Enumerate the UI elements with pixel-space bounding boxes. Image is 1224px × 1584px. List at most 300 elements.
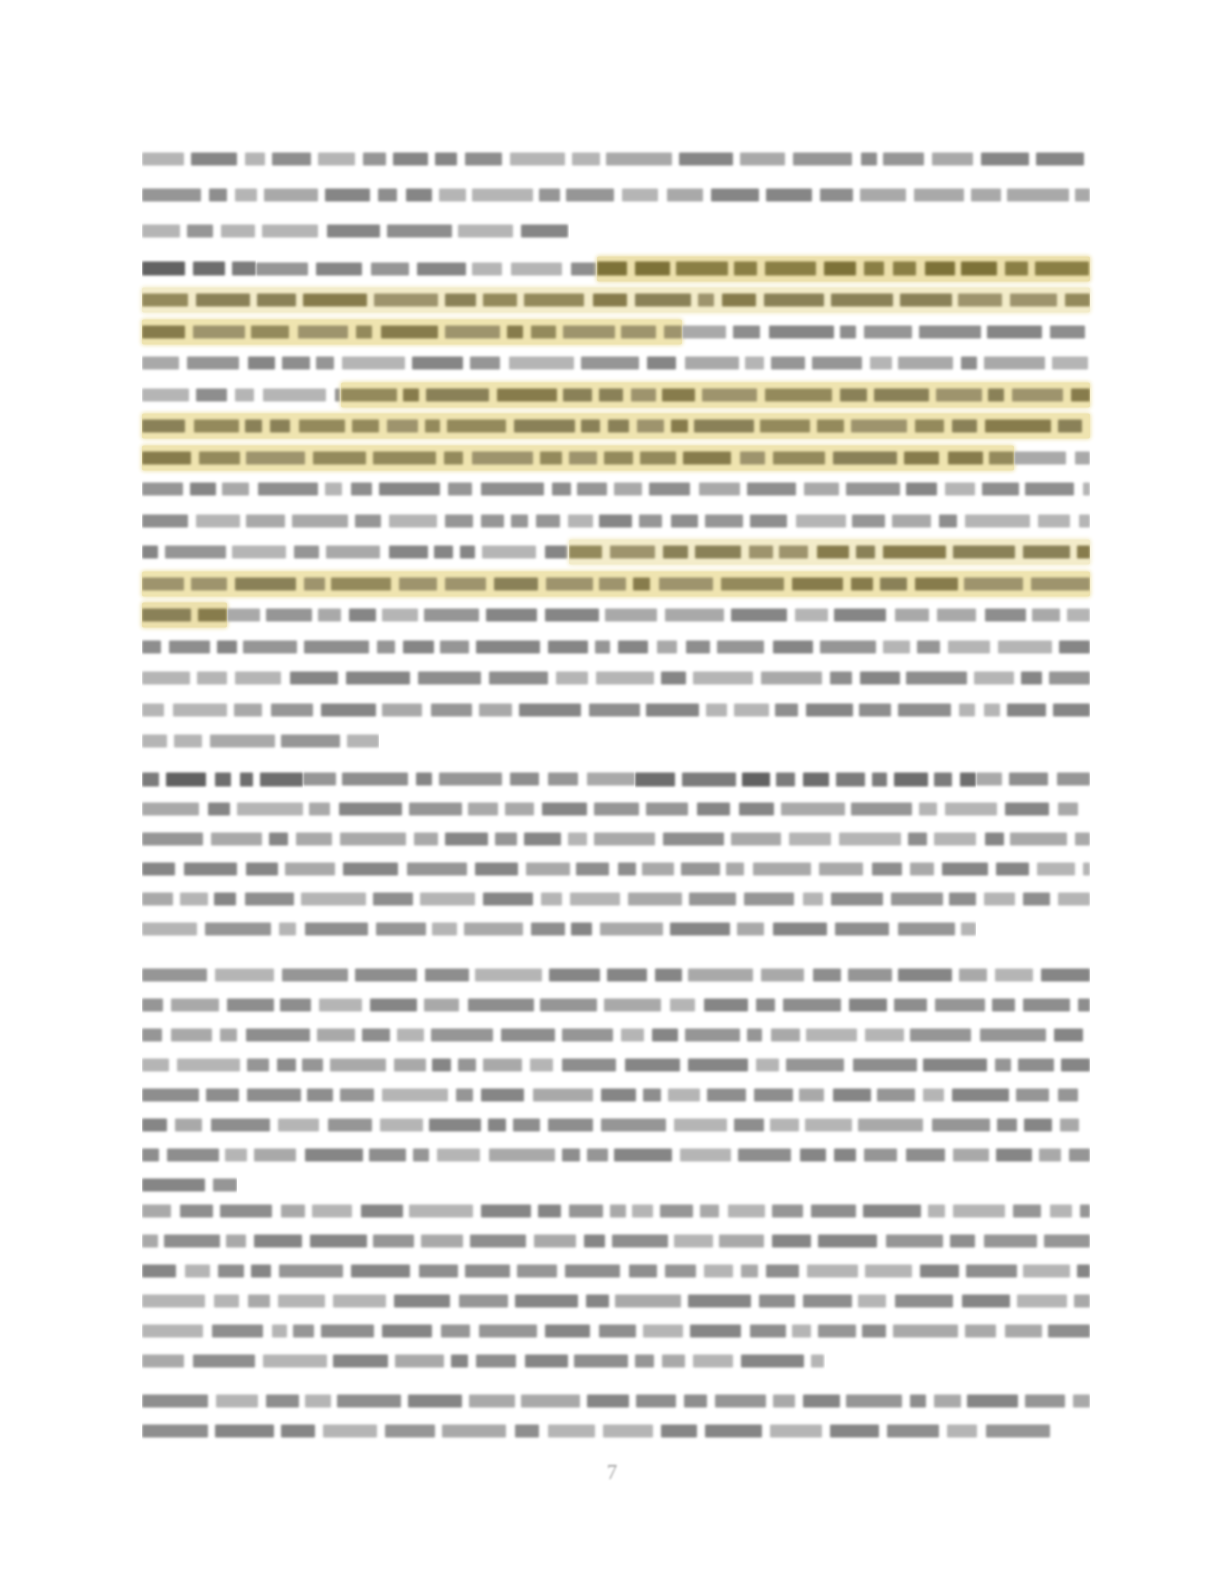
blurred-word	[425, 420, 440, 433]
blurred-word	[393, 153, 429, 166]
blurred-word	[581, 357, 638, 370]
blurred-word	[342, 357, 405, 370]
blurred-word	[1032, 609, 1060, 622]
text-line	[142, 568, 1090, 600]
text-segment	[1014, 448, 1090, 467]
blurred-word	[610, 546, 655, 559]
blurred-word	[142, 893, 173, 906]
blurred-word	[431, 703, 473, 716]
blurred-word	[486, 609, 537, 622]
blurred-word	[327, 225, 380, 238]
blurred-word	[861, 153, 877, 166]
blurred-word	[817, 546, 849, 559]
blurred-word	[635, 294, 692, 307]
blurred-word	[747, 1029, 762, 1042]
blurred-word	[685, 1029, 740, 1042]
blurred-word	[459, 1295, 508, 1308]
blurred-word	[750, 1325, 786, 1338]
blurred-word	[671, 514, 699, 527]
blurred-word	[604, 451, 633, 464]
blurred-word	[142, 923, 197, 936]
blurred-word	[740, 451, 765, 464]
blurred-word	[846, 483, 899, 496]
blurred-word	[515, 1295, 577, 1308]
blurred-word	[185, 1265, 210, 1278]
blurred-word	[1083, 863, 1089, 876]
blurred-word	[764, 294, 823, 307]
blurred-word	[212, 1325, 263, 1338]
blurred-word	[246, 863, 278, 876]
blurred-word	[640, 451, 676, 464]
blurred-word	[769, 325, 833, 338]
text-segment	[256, 259, 597, 278]
blurred-word	[540, 451, 562, 464]
text-segment	[142, 1202, 1090, 1221]
blurred-word	[177, 1059, 240, 1072]
blurred-word	[877, 1089, 915, 1102]
blurred-word	[142, 294, 188, 307]
blurred-word	[960, 772, 976, 786]
text-segment	[142, 890, 1090, 909]
blurred-word	[688, 1059, 747, 1072]
blurred-word	[887, 1425, 938, 1438]
blurred-word	[221, 225, 255, 238]
blurred-word	[813, 969, 841, 982]
blurred-word	[864, 262, 884, 276]
blurred-word	[1041, 969, 1089, 982]
blurred-word	[389, 546, 428, 559]
blurred-word	[418, 672, 481, 685]
text-line	[142, 1386, 1090, 1416]
blurred-word	[269, 833, 288, 846]
blurred-word	[198, 609, 227, 622]
blurred-word	[789, 833, 830, 846]
blurred-word	[434, 546, 453, 559]
blurred-word	[215, 1425, 274, 1438]
blurred-word	[165, 546, 226, 559]
blurred-word	[313, 451, 366, 464]
blurred-word	[689, 893, 736, 906]
text-line	[142, 1050, 1090, 1080]
blurred-word	[894, 772, 928, 786]
blurred-word	[783, 999, 842, 1012]
blurred-word	[1018, 1059, 1054, 1072]
blurred-word	[321, 1325, 375, 1338]
blurred-word	[1079, 514, 1090, 527]
blurred-word	[652, 1029, 678, 1042]
blurred-word	[771, 357, 805, 370]
blurred-word	[670, 999, 696, 1012]
blurred-word	[421, 1235, 464, 1248]
text-line	[142, 1316, 1090, 1346]
blurred-word	[695, 546, 742, 559]
text-segment	[142, 1146, 1090, 1165]
blurred-word	[280, 999, 311, 1012]
blurred-word	[587, 773, 635, 786]
text-segment	[142, 1392, 1090, 1411]
blurred-word	[513, 1119, 539, 1132]
text-line	[142, 411, 1090, 443]
blurred-word	[747, 483, 796, 496]
blurred-word	[445, 294, 477, 307]
blurred-word	[142, 1205, 171, 1218]
blurred-word	[663, 833, 724, 846]
blurred-word	[817, 420, 844, 433]
blurred-word	[906, 483, 937, 496]
blurred-word	[218, 1265, 245, 1278]
blurred-word	[1009, 773, 1049, 786]
text-line	[142, 316, 1090, 348]
blurred-word	[859, 703, 891, 716]
text-line	[142, 854, 1090, 884]
blurred-word	[967, 1395, 1017, 1408]
blurred-word	[385, 1425, 435, 1438]
text-line	[142, 1346, 1090, 1376]
blurred-word	[680, 1149, 731, 1162]
blurred-word	[298, 325, 348, 338]
blurred-word	[660, 1205, 693, 1218]
blurred-word	[208, 803, 230, 816]
blurred-word	[980, 1029, 1045, 1042]
blurred-word	[142, 969, 207, 982]
blurred-word	[773, 923, 827, 936]
blurred-word	[862, 1325, 885, 1338]
text-line	[142, 694, 1090, 726]
blurred-word	[209, 189, 228, 202]
blurred-word	[803, 1295, 851, 1308]
blurred-word	[227, 609, 260, 622]
blurred-word	[445, 833, 488, 846]
blurred-word	[356, 325, 373, 338]
blurred-word	[243, 640, 296, 653]
text-segment	[303, 770, 635, 789]
blurred-word	[779, 546, 809, 559]
highlighted-text-segment	[597, 256, 1090, 281]
blurred-word	[196, 514, 240, 527]
blurred-word	[476, 1355, 516, 1368]
blurred-word	[883, 546, 946, 559]
blurred-word	[995, 1059, 1010, 1072]
blurred-word	[891, 893, 943, 906]
blurred-word	[1039, 1149, 1061, 1162]
blurred-word	[948, 451, 983, 464]
blurred-word	[142, 357, 179, 370]
text-line	[142, 794, 1090, 824]
blurred-word	[668, 1089, 700, 1102]
blurred-word	[984, 893, 1015, 906]
text-segment	[142, 480, 1090, 499]
blurred-word	[1058, 803, 1078, 816]
blurred-word	[481, 1205, 531, 1218]
blurred-word	[414, 833, 438, 846]
blurred-word	[257, 294, 296, 307]
blurred-word	[316, 357, 334, 370]
blurred-word	[142, 153, 184, 166]
text-line	[142, 764, 1090, 794]
blurred-word	[171, 1029, 212, 1042]
blurred-word	[417, 262, 466, 275]
blurred-word	[279, 923, 297, 936]
text-line	[142, 537, 1090, 569]
blurred-word	[254, 1235, 302, 1248]
blurred-word	[824, 262, 856, 276]
text-segment	[142, 996, 1090, 1015]
blurred-word	[662, 388, 695, 401]
blurred-word	[649, 483, 689, 496]
blurred-word	[618, 863, 637, 876]
text-line	[142, 914, 1090, 944]
blurred-word	[263, 1355, 327, 1368]
blurred-word	[872, 863, 903, 876]
text-line	[142, 442, 1090, 474]
blurred-word	[966, 1265, 1017, 1278]
text-line	[142, 663, 1090, 695]
blurred-word	[805, 1119, 852, 1132]
blurred-word	[761, 969, 804, 982]
blurred-word	[507, 325, 522, 338]
blurred-word	[1075, 451, 1090, 464]
blurred-word	[661, 672, 686, 685]
blurred-word	[548, 1425, 595, 1438]
blurred-word	[526, 863, 570, 876]
blurred-word	[820, 189, 853, 202]
blurred-word	[849, 999, 887, 1012]
blurred-word	[245, 420, 262, 433]
blurred-word	[1023, 546, 1070, 559]
blurred-word	[1057, 773, 1090, 786]
blurred-word	[840, 325, 856, 338]
blurred-word	[565, 1265, 621, 1278]
blurred-word	[731, 833, 781, 846]
blurred-word	[647, 357, 676, 370]
blurred-word	[834, 1149, 856, 1162]
blurred-word	[1038, 514, 1070, 527]
blurred-word	[302, 1059, 323, 1072]
blurred-word	[469, 1395, 515, 1408]
blurred-word	[833, 1089, 871, 1102]
blurred-word	[166, 772, 206, 786]
blurred-word	[661, 1425, 697, 1438]
blurred-word	[432, 1059, 451, 1072]
blurred-word	[628, 893, 682, 906]
blurred-word	[883, 153, 924, 166]
blurred-word	[604, 999, 661, 1012]
blurred-word	[694, 420, 754, 433]
blurred-word	[569, 1205, 603, 1218]
blurred-word	[664, 325, 682, 338]
blurred-word	[260, 772, 304, 786]
blurred-word	[568, 514, 593, 527]
text-line	[142, 1196, 1090, 1226]
blurred-word	[309, 803, 330, 816]
blurred-word	[215, 772, 232, 786]
blurred-word	[726, 863, 744, 876]
blurred-word	[521, 1395, 579, 1408]
blurred-word	[679, 153, 733, 166]
blurred-word	[251, 325, 289, 338]
blurred-word	[682, 325, 725, 338]
blurred-word	[910, 1029, 972, 1042]
text-segment	[142, 222, 569, 241]
blurred-word	[534, 1235, 576, 1248]
blurred-word	[235, 577, 296, 590]
blurred-word	[406, 189, 432, 202]
blurred-word	[753, 863, 811, 876]
blurred-word	[460, 546, 476, 559]
blurred-word	[1050, 1205, 1072, 1218]
blurred-word	[472, 451, 533, 464]
blurred-word	[923, 1089, 945, 1102]
blurred-word	[1077, 546, 1090, 559]
blurred-word	[690, 1325, 741, 1338]
blurred-word	[629, 1265, 658, 1278]
blurred-word	[1031, 577, 1090, 590]
text-line	[142, 177, 1090, 213]
blurred-word	[566, 189, 614, 202]
blurred-word	[601, 1089, 636, 1102]
blurred-word	[754, 1089, 793, 1102]
blurred-word	[342, 773, 407, 786]
blurred-word	[914, 189, 964, 202]
blurred-word	[635, 772, 675, 786]
blurred-word	[570, 893, 620, 906]
blurred-word	[279, 1265, 343, 1278]
blurred-word	[792, 1325, 811, 1338]
blurred-word	[818, 1325, 855, 1338]
blurred-word	[900, 294, 952, 307]
blurred-word	[180, 893, 207, 906]
blurred-word	[959, 969, 987, 982]
blurred-word	[581, 420, 600, 433]
blurred-word	[451, 1355, 468, 1368]
blurred-word	[1024, 1119, 1052, 1132]
blurred-word	[387, 420, 418, 433]
blurred-word	[717, 640, 764, 653]
blurred-word	[237, 803, 304, 816]
blurred-word	[688, 969, 752, 982]
blurred-word	[722, 294, 755, 307]
blurred-word	[925, 262, 955, 276]
blurred-word	[323, 1425, 377, 1438]
blurred-word	[606, 153, 672, 166]
text-segment	[142, 1292, 1090, 1311]
blurred-word	[657, 640, 678, 653]
blurred-word	[898, 357, 953, 370]
blurred-word	[196, 294, 250, 307]
blurred-word	[501, 1029, 555, 1042]
blurred-word	[734, 1119, 764, 1132]
blurred-word	[377, 640, 396, 653]
blurred-word	[985, 833, 1004, 846]
blurred-word	[919, 325, 981, 338]
blurred-word	[331, 577, 391, 590]
blurred-word	[739, 803, 774, 816]
text-segment	[142, 385, 341, 404]
blurred-word	[792, 577, 843, 590]
blurred-word	[307, 1089, 332, 1102]
blurred-word	[586, 1295, 609, 1308]
blurred-word	[846, 1395, 902, 1408]
blurred-word	[992, 999, 1015, 1012]
blurred-word	[781, 803, 845, 816]
blurred-word	[803, 772, 829, 786]
blurred-word	[595, 640, 610, 653]
blurred-word	[593, 294, 627, 307]
blurred-word	[996, 1149, 1032, 1162]
blurred-word	[305, 1149, 363, 1162]
blurred-word	[193, 262, 225, 276]
blurred-word	[303, 773, 336, 786]
blurred-word	[363, 153, 386, 166]
blurred-word	[952, 1089, 1009, 1102]
blurred-word	[599, 577, 625, 590]
blurred-word	[803, 1395, 840, 1408]
blurred-word	[1074, 1295, 1090, 1308]
blurred-word	[542, 803, 587, 816]
blurred-word	[600, 923, 663, 936]
blurred-word	[546, 577, 593, 590]
blurred-word	[572, 153, 600, 166]
blurred-word	[684, 1395, 706, 1408]
blurred-word	[481, 1089, 525, 1102]
blurred-word	[863, 1205, 921, 1218]
blurred-word	[475, 969, 542, 982]
text-line	[142, 1110, 1090, 1140]
blurred-word	[622, 189, 658, 202]
blurred-word	[908, 833, 926, 846]
blurred-word	[409, 1205, 473, 1218]
blurred-word	[674, 1235, 713, 1248]
blurred-word	[142, 514, 188, 527]
blurred-word	[950, 1235, 975, 1248]
blurred-word	[440, 640, 468, 653]
blurred-word	[277, 1059, 296, 1072]
blurred-word	[524, 294, 584, 307]
blurred-word	[292, 514, 348, 527]
blurred-word	[1010, 294, 1057, 307]
text-line	[142, 1020, 1090, 1050]
blurred-word	[898, 969, 952, 982]
blurred-word	[330, 1059, 386, 1072]
blurred-word	[1005, 803, 1049, 816]
blurred-word	[333, 1355, 388, 1368]
blurred-word	[563, 388, 591, 401]
blurred-word	[741, 1355, 804, 1368]
blurred-word	[1052, 357, 1088, 370]
blurred-word	[806, 703, 853, 716]
blurred-word	[1035, 262, 1089, 276]
blurred-word	[989, 451, 1014, 464]
blurred-word	[1054, 1029, 1083, 1042]
text-segment	[142, 920, 976, 939]
blurred-word	[587, 1149, 608, 1162]
blurred-word	[937, 609, 976, 622]
blurred-word	[571, 923, 592, 936]
blurred-word	[216, 1395, 257, 1408]
blurred-word	[965, 1325, 996, 1338]
blurred-word	[304, 640, 369, 653]
blurred-word	[234, 703, 262, 716]
text-line	[142, 213, 1090, 249]
blurred-word	[519, 703, 582, 716]
blurred-word	[1060, 1119, 1079, 1132]
blurred-word	[142, 672, 190, 685]
blurred-word	[659, 577, 713, 590]
blurred-word	[915, 420, 944, 433]
blurred-word	[215, 969, 274, 982]
blurred-word	[786, 1059, 844, 1072]
blurred-word	[190, 483, 216, 496]
